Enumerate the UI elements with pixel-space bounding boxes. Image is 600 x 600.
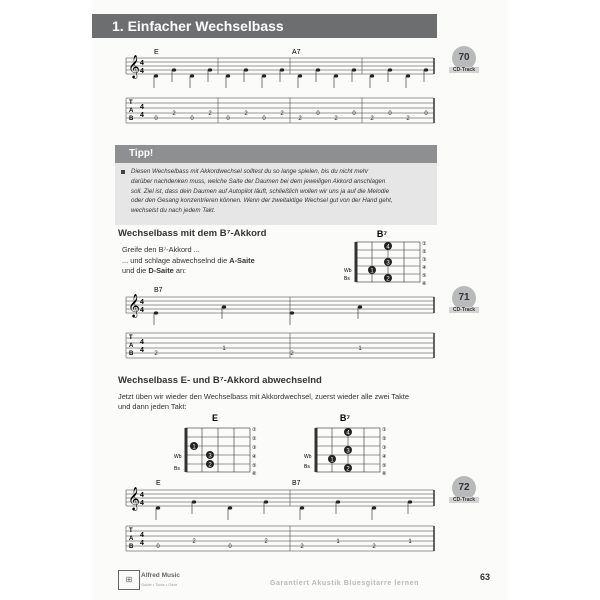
tab-number: 1 xyxy=(222,346,226,352)
note-head xyxy=(316,68,320,71)
cd-track-badge-72 xyxy=(449,476,479,503)
tab-time-sig-top: 4 xyxy=(140,532,144,539)
section-title: 1. Einfacher Wechselbass xyxy=(92,14,437,38)
note-head xyxy=(172,68,176,71)
note-head xyxy=(300,506,304,509)
tip-header: Tipp! xyxy=(115,145,437,163)
cd-track-number: 70 xyxy=(452,46,476,70)
string-number: ③ xyxy=(252,445,257,451)
text-line xyxy=(122,266,186,276)
bullet-icon xyxy=(121,170,125,174)
note-head xyxy=(408,500,412,503)
note-head xyxy=(208,68,212,71)
tab-number: 0 xyxy=(226,116,230,122)
notes-group xyxy=(156,500,412,520)
bass-label: Wb xyxy=(344,268,352,274)
publisher-tagline: Guide • Tools • Gear xyxy=(141,582,178,587)
string-number: ⑥ xyxy=(252,471,257,475)
tab-clef-b: B xyxy=(129,544,134,550)
note-head xyxy=(424,68,428,71)
bass-label: Wb xyxy=(304,454,312,460)
chord-diagram-e xyxy=(170,410,260,475)
tab-clef-b: B xyxy=(129,116,134,122)
tab-clef-b: B xyxy=(129,351,134,357)
string-number: ③ xyxy=(422,257,427,263)
text-span: ... und schlage abwechselnd die xyxy=(122,256,230,265)
finger-number: 3 xyxy=(208,453,212,460)
chord-name: B⁷ xyxy=(339,413,351,423)
string-number: ⑤ xyxy=(382,463,387,469)
tab-number: 0 xyxy=(154,116,158,122)
time-sig-bottom: 4 xyxy=(140,307,144,314)
treble-clef: 𝄞 xyxy=(128,56,140,78)
cd-track-badge-71 xyxy=(449,286,479,313)
tab-number: 2 xyxy=(154,351,158,357)
note-head xyxy=(156,506,160,509)
tab-number: 0 xyxy=(352,111,356,117)
heading-b7: Wechselbass mit dem B⁷-Akkord xyxy=(118,228,267,239)
tab-clef-t: T xyxy=(129,528,133,534)
text-bold: A-Saite xyxy=(229,256,255,265)
notation-system-3 xyxy=(118,476,438,556)
note-head xyxy=(154,74,158,77)
string-number: ⑥ xyxy=(422,281,427,287)
finger-number: 2 xyxy=(386,276,390,283)
note-head xyxy=(370,74,374,77)
chord-symbol: B7 xyxy=(154,287,163,294)
text-line xyxy=(122,256,255,266)
tab-number: 2 xyxy=(244,111,248,117)
finger-number: 2 xyxy=(208,462,212,469)
tab-number: 2 xyxy=(372,544,376,550)
cd-track-label: CD-Track xyxy=(449,307,479,313)
note-head xyxy=(372,506,376,509)
tab-number: 0 xyxy=(424,111,428,117)
text-line: Greife den B⁷-Akkord ... xyxy=(122,245,200,254)
tab-number: 2 xyxy=(264,539,268,545)
string-number: ① xyxy=(252,427,257,433)
note-head xyxy=(388,68,392,71)
tab-time-sig-bottom: 4 xyxy=(140,112,144,119)
note-head xyxy=(244,68,248,71)
text-line: und dann jeden Takt: xyxy=(118,402,187,411)
note-head xyxy=(352,68,356,71)
tab-number: 2 xyxy=(406,116,410,122)
cd-track-number: 72 xyxy=(452,476,476,500)
note-head xyxy=(290,311,294,314)
tab-clef-t: T xyxy=(129,335,133,341)
bass-label: Wb xyxy=(174,454,182,460)
tip-line: oder den Gesang konzentrieren können. Wenn der zweitaktige Wechsel gut von der Hand geht, xyxy=(131,197,393,205)
tab-numbers-group xyxy=(154,111,428,122)
string-number: ⑤ xyxy=(422,273,427,279)
tab-number: 2 xyxy=(334,116,338,122)
note-head xyxy=(192,500,196,503)
string-number: ⑤ xyxy=(252,463,257,469)
treble-clef: 𝄞 xyxy=(128,295,140,317)
tip-line: darüber nachdenken muss, welche Saite der Daumen bei dem jeweiligen Akkord anschlagen xyxy=(131,177,386,185)
finger-number: 3 xyxy=(386,260,390,267)
cd-track-badge-70 xyxy=(449,46,479,73)
string-number: ② xyxy=(252,436,257,442)
tab-number: 2 xyxy=(208,111,212,117)
string-number: ⑥ xyxy=(382,471,387,475)
note-head xyxy=(264,500,268,503)
notes-group xyxy=(154,305,362,325)
note-head xyxy=(228,506,232,509)
publisher-logo xyxy=(118,570,204,592)
finger-number: 3 xyxy=(346,448,350,455)
chord-diagram-b7 xyxy=(340,228,430,288)
tip-line: soll. Ziel ist, dass dein Daumen auf Autopilot läuft, schließlich wollen wir uns ja auf die Melodie xyxy=(131,187,390,195)
tab-number: 1 xyxy=(358,346,362,352)
notation-system-2 xyxy=(118,283,438,363)
tab-number: 2 xyxy=(280,111,284,117)
string-number: ④ xyxy=(252,454,257,460)
chord-symbol: E xyxy=(154,49,159,56)
text-span: an: xyxy=(173,266,187,275)
string-number: ④ xyxy=(422,265,427,271)
tab-numbers-group xyxy=(154,346,362,357)
tab-number: 2 xyxy=(192,539,196,545)
note-head xyxy=(190,74,194,77)
text-line: Jetzt üben wir wieder den Wechselbass mit Akkordwechsel, zuerst wieder alle zwei Takte xyxy=(118,392,409,401)
notes-group xyxy=(154,68,428,88)
tab-number: 2 xyxy=(290,351,294,357)
tab-number: 0 xyxy=(388,111,392,117)
note-head xyxy=(298,74,302,77)
note-head xyxy=(154,311,158,314)
chord-symbol: A7 xyxy=(292,49,301,56)
tab-number: 0 xyxy=(262,116,266,122)
chord-symbol: B7 xyxy=(292,480,301,487)
bass-label: Bs xyxy=(344,276,350,282)
chord-diagram-b7-second xyxy=(300,410,390,475)
publisher-mark: ⊞ xyxy=(118,570,140,590)
tab-clef-t: T xyxy=(129,100,133,106)
bass-label: Bs xyxy=(174,466,180,472)
finger-number: 1 xyxy=(192,444,196,451)
tab-time-sig-top: 4 xyxy=(140,104,144,111)
note-head xyxy=(280,68,284,71)
note-head xyxy=(226,74,230,77)
chord-name: E xyxy=(211,413,219,423)
string-number: ① xyxy=(382,427,387,433)
heading-e-b7: Wechselbass E- und B⁷-Akkord abwechselnd xyxy=(118,375,322,386)
string-number: ③ xyxy=(382,445,387,451)
tab-number: 2 xyxy=(298,116,302,122)
cd-track-label: CD-Track xyxy=(449,67,479,73)
chord-symbol: E xyxy=(156,480,161,487)
note-head xyxy=(222,305,226,308)
chord-name: B⁷ xyxy=(376,229,388,239)
string-number: ④ xyxy=(382,454,387,460)
time-sig-top: 4 xyxy=(140,492,144,499)
text-bold: D-Saite xyxy=(148,266,174,275)
tab-number: 0 xyxy=(228,544,232,550)
notation-system-1 xyxy=(118,46,438,136)
note-head xyxy=(358,305,362,308)
page-number: 63 xyxy=(480,572,491,582)
tab-numbers-group xyxy=(156,539,412,550)
finger-number: 4 xyxy=(386,244,390,251)
tab-number: 0 xyxy=(156,544,160,550)
finger-number: 4 xyxy=(346,430,350,437)
note-head xyxy=(336,500,340,503)
tab-number: 1 xyxy=(408,539,412,545)
tab-number: 2 xyxy=(370,116,374,122)
tab-number: 1 xyxy=(336,539,340,545)
finger-number: 2 xyxy=(346,466,350,473)
note-head xyxy=(334,74,338,77)
tab-time-sig-bottom: 4 xyxy=(140,540,144,547)
tab-number: 2 xyxy=(172,111,176,117)
cd-track-label: CD-Track xyxy=(449,497,479,503)
tab-time-sig-top: 4 xyxy=(140,339,144,346)
string-number: ② xyxy=(382,436,387,442)
publisher-name: Alfred Music xyxy=(141,572,181,579)
bass-label: Bs xyxy=(304,464,310,470)
finger-number: 1 xyxy=(330,457,334,464)
tab-number: 2 xyxy=(300,544,304,550)
note-head xyxy=(262,74,266,77)
note-head xyxy=(406,74,410,77)
cd-track-number: 71 xyxy=(452,286,476,310)
finger-number: 1 xyxy=(370,268,374,275)
string-number: ② xyxy=(422,249,427,255)
text-span: und die xyxy=(122,266,149,275)
tip-box xyxy=(115,163,437,225)
time-sig-top: 4 xyxy=(140,299,144,306)
tab-clef-a: A xyxy=(129,343,134,349)
time-sig-bottom: 4 xyxy=(140,500,144,507)
time-sig-top: 4 xyxy=(140,60,144,67)
book-title: Garantiert Akustik Bluesgitarre lernen xyxy=(270,580,419,587)
treble-clef: 𝄞 xyxy=(128,488,140,510)
tab-time-sig-bottom: 4 xyxy=(140,347,144,354)
string-number: ① xyxy=(422,241,427,247)
tab-clef-a: A xyxy=(129,536,134,542)
tab-number: 0 xyxy=(316,111,320,117)
time-sig-bottom: 4 xyxy=(140,68,144,75)
tab-number: 0 xyxy=(190,116,194,122)
tip-line: Diesen Wechselbass mit Akkordwechsel solltest du so lange spielen, bis du nicht mehr xyxy=(131,168,369,175)
tip-line: wechselst du nach jedem Takt. xyxy=(131,207,216,215)
tab-clef-a: A xyxy=(129,108,134,114)
